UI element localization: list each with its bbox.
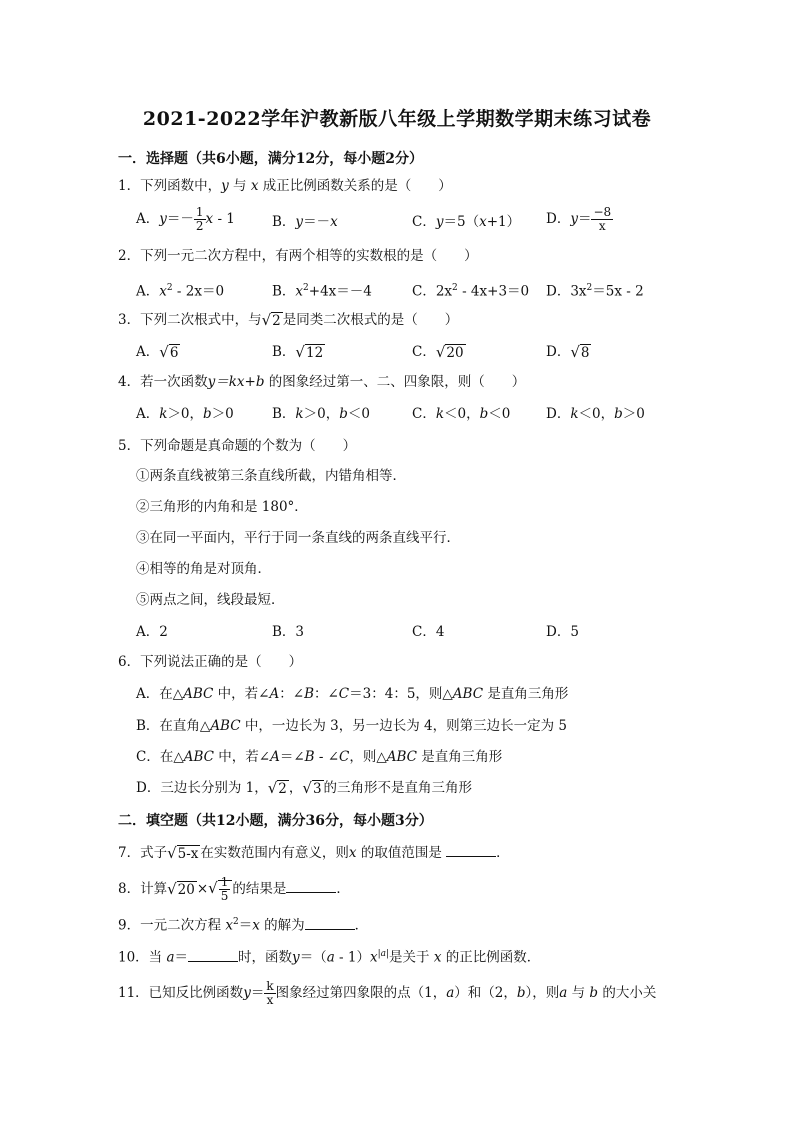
question-2-option-c: C．$2x^2 - 4x+3=0$: [412, 283, 530, 300]
radical: √2: [267, 779, 287, 797]
question-5-option-a: A．2: [136, 624, 168, 640]
question-3-option-d: D．√8: [546, 343, 590, 361]
fraction: $\frac{k}{x}$: [266, 979, 274, 1007]
question-6-option-c: C．在△ABC 中，若∠A＝∠B - ∠C，则△ABC 是直角三角形: [136, 749, 503, 765]
question-8: 8．计算√20 ×√ $\frac{1}{5}$ 的结果是 ．: [118, 875, 350, 903]
question-6-option-d: D．三边长分别为 1，√2 ，√3 的三角形不是直角三角形: [136, 779, 473, 797]
question-1-stem: 1．下列函数中，y 与 x 成正比例函数关系的是（ ）: [118, 178, 452, 194]
question-2-option-d: D．$3x^2=5x - 2$: [546, 283, 644, 300]
question-2-option-a: A．$x^2 - 2x=0$: [136, 283, 225, 300]
question-5-option-b: B．3: [272, 624, 305, 640]
question-6-stem: 6．下列说法正确的是（ ）: [118, 654, 303, 670]
question-3-option-c: C．√20: [412, 343, 464, 361]
question-5-statement-2: ②三角形的内角和是 180°．: [136, 499, 308, 515]
question-4-option-c: C．k＜0，b＜0: [412, 406, 511, 422]
question-11: 11．已知反比例函数y＝ $\frac{k}{x}$ 图象经过第四象限的点（1，a）和（2，b），则a 与 b 的大小关: [118, 979, 657, 1007]
answer-blank[interactable]: [446, 842, 496, 857]
question-5-option-d: D．5: [546, 624, 579, 640]
question-4-option-d: D．k＜0，b＞0: [546, 406, 645, 422]
question-1-option-a: A．y＝－ $\frac{1}{2}$ x - 1: [136, 205, 235, 233]
question-2-option-b: B．$x^2+4x=-4$: [272, 283, 372, 300]
radical: √12: [295, 343, 324, 361]
answer-blank[interactable]: [188, 947, 238, 962]
question-4-option-b: B．k＞0，b＜0: [272, 406, 370, 422]
page-title: 2021-2022学年沪教新版八年级上学期数学期末练习试卷: [142, 108, 652, 130]
question-4-stem: 4．若一次函数y＝kx+b 的图象经过第一、二、四象限，则（ ）: [118, 374, 526, 390]
radical: √2: [261, 311, 281, 329]
question-6-option-b: B．在直角△ABC 中，一边长为 3，另一边长为 4，则第三边长一定为 5: [136, 718, 567, 734]
section-header-choice: 一．选择题（共6小题，满分12分，每小题2分）: [118, 151, 423, 167]
section-header-fill-in: 二．填空题（共12小题，满分36分，每小题3分）: [118, 813, 433, 829]
question-3-option-b: B．√12: [272, 343, 324, 361]
question-5-statement-5: ⑤两点之间，线段最短．: [136, 592, 285, 608]
question-2-stem: 2．下列一元二次方程中，有两个相等的实数根的是（ ）: [118, 248, 478, 264]
question-9: 9．一元二次方程 $x^2=x$ 的解为 ．: [118, 912, 368, 936]
question-5-statement-4: ④相等的角是对顶角．: [136, 561, 271, 577]
question-4-option-a: A．k＞0，b＞0: [136, 406, 234, 422]
radical: √8: [570, 343, 590, 361]
question-1-option-d: D．y＝ $\frac{-8}{x}$: [546, 205, 612, 233]
question-5-statement-3: ③在同一平面内，平行于同一条直线的两条直线平行．: [136, 530, 460, 546]
question-3-option-a: A．√6: [136, 343, 179, 361]
question-5-statement-1: ①两条直线被第三条直线所截，内错角相等．: [136, 468, 406, 484]
radical: √20: [167, 880, 195, 898]
radical: √6: [159, 343, 179, 361]
answer-blank[interactable]: [305, 915, 355, 930]
question-3-stem: 3．下列二次根式中，与√2 是同类二次根式的是（ ）: [118, 311, 459, 329]
answer-blank[interactable]: [286, 878, 336, 893]
question-6-option-a: A．在△ABC 中，若∠A：∠B：∠C＝3：4：5，则△ABC 是直角三角形: [136, 686, 569, 702]
question-1-option-c: C．y＝5（x+1）: [412, 214, 521, 230]
fraction: $\frac{1}{2}$: [195, 205, 204, 233]
radical: √5-x: [167, 844, 199, 862]
fraction: $\frac{1}{5}$: [220, 875, 229, 903]
radical: √ $\frac{1}{5}$: [208, 876, 232, 903]
radical: √3: [302, 779, 322, 797]
fraction: $\frac{-8}{x}$: [593, 205, 612, 233]
question-10: 10．当 a＝ 时，函数$y=(a - 1)x^{|a|}$是关于 x 的正比例函数．: [118, 944, 540, 968]
question-1-option-b: B．y＝－x: [272, 214, 338, 230]
radical: √20: [435, 343, 464, 361]
question-5-stem: 5．下列命题是真命题的个数为（ ）: [118, 438, 357, 454]
question-5-option-c: C．4: [412, 624, 445, 640]
question-7: 7．式子√5-x 在实数范围内有意义，则x 的取值范围是 ．: [118, 844, 510, 862]
